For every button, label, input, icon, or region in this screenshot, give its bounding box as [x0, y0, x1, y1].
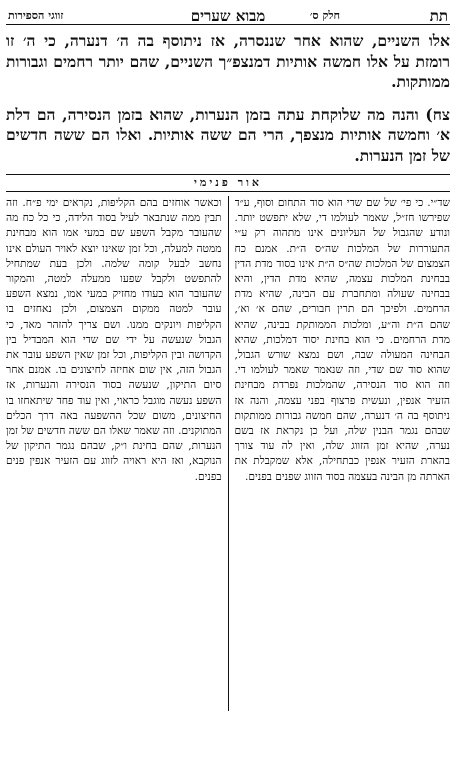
- main-text: [6, 31, 450, 166]
- commentary-column-right: [235, 196, 451, 711]
- commentary-header: [6, 174, 450, 192]
- main-paragraph: צח) והנה מה שלוקחת עתה בזמן הנערות, שהוא בזמן הנסירה, הם דלת א׳ וחמשה אותיות מנצפך, הרי הם ששה אותיות. ואלו הם ששה חדשים של זמן הנערות.: [6, 104, 450, 165]
- running-header: [6, 6, 450, 25]
- section-title: זווגי הספירות: [8, 9, 64, 22]
- part-label: חלק ס׳: [309, 9, 340, 22]
- commentary-title: אור פנימי: [194, 176, 262, 189]
- main-paragraph: אלו השניים, שהוא אחר שננסרה, אז ניתוסף בה ה׳ דנערה, כי ה׳ זו רומזת על אלו חמשה אותיות דמנצפ״ך השניים, שהם יותר רחמים וגבורות ממותקות.: [6, 31, 450, 91]
- commentary-columns: [6, 196, 450, 711]
- book-title: מבוא שערים: [190, 7, 266, 25]
- commentary-text: שד״י. כי פי׳ של שם שדי הוא סוד התחום וסוף, ע״ד שפירשו חז״ל, שאמר לעולמו די, שלא יתפשט יותר. ונודע שהגבול של העליונים אינו מתהוה רק ע״י התעוררות של המלכות שה״ס ה״ת. אמנם כח הצמצום של המלכות שה״ס ה״ת אינו בסוד מדת הדין בבחינת המלכות עצמה, שהיא מדת הדין, והיא בבחינה שעולה ומתחברת עם הבינה, שהיא מדת הרחמים. ולפיכך הם תרין חבורים, שהם א׳ וא׳, שהם ה״ת וה״ע, ומלכות הממותקת בבינה, שהיא מדת הרחמים. כי הוא בחינת יסוד דמלכות, שהיא הבחינה המעולה שבה, ושם נמצא שורש הגבול, שהוא סוד שם שדי, וזה שנאמר שאמר לעולמו די. וזה הוא סוד הנסירה, שהמלכות נפרדת מבחינת הזעיר אנפין, ונעשית פרצוף בפני עצמה, והנה אז ניתוסף בה ה׳ דנערה, שהם חמשה גבורות ממותקות שבהם נגמר הבנין שלה, ועל כן נקראת אז בשם נערה, שהיא זמן הזווג שלה, ואין לה עוד צורך בהארת הזעיר אנפין כבתחילה, אלא שמקבלת את הארתה מן הבינה בעצמה בסוד הזווג שפנים בפנים.: [234, 197, 450, 483]
- column-divider: [228, 196, 229, 711]
- page-number: תת: [429, 7, 448, 25]
- commentary-column-left: [6, 196, 222, 711]
- commentary-text: וכאשר אוחזים בהם הקליפות, נקראים ימי פ״ח. וזה תבין ממה שנתבאר לעיל בסוד הלידה, כי כל כח מה שהעובר מקבל השפע שם במעי אמו הוא מבחינת ממטה למעלה, וכל זמן שאינו יוצא לאויר העולם אינו נחשב לבעל קומה שלמה. ולכן בעת שמתחיל להתפשט ולקבל שפעו ממעלה למטה, והמקור שהעובר הוא בעודו מחזיק במעי אמו, נמצא השפע עובר למטה ממקום הצמצום, ולכן נאחזים בו הקליפות ויונקים ממנו. ושם צריך להזהר מאד, כי הגבול שנעשה על ידי שם שדי הוא המבדיל בין הקדושה ובין הקליפות, וכל זמן שאין השפע עובר את הגבול הזה, אין שום אחיזה לחיצונים בו. אמנם אחר סיום התיקון, שנעשה בסוד הנסירה והנערות, אז השפע נעשה מוגבל כראוי, ואין עוד פחד שיתאחזו בו החיצונים, משום שכל ההשפעה באה דרך הכלים המתוקנים. וזה שאמר שאלו הם ששה חדשים של זמן הנערות, שהם בחינת ו״ק, שבהם נגמר התיקון של הנוקבא, ואז היא ראויה לזווג עם הזעיר אנפין פנים בפנים.: [6, 197, 222, 483]
